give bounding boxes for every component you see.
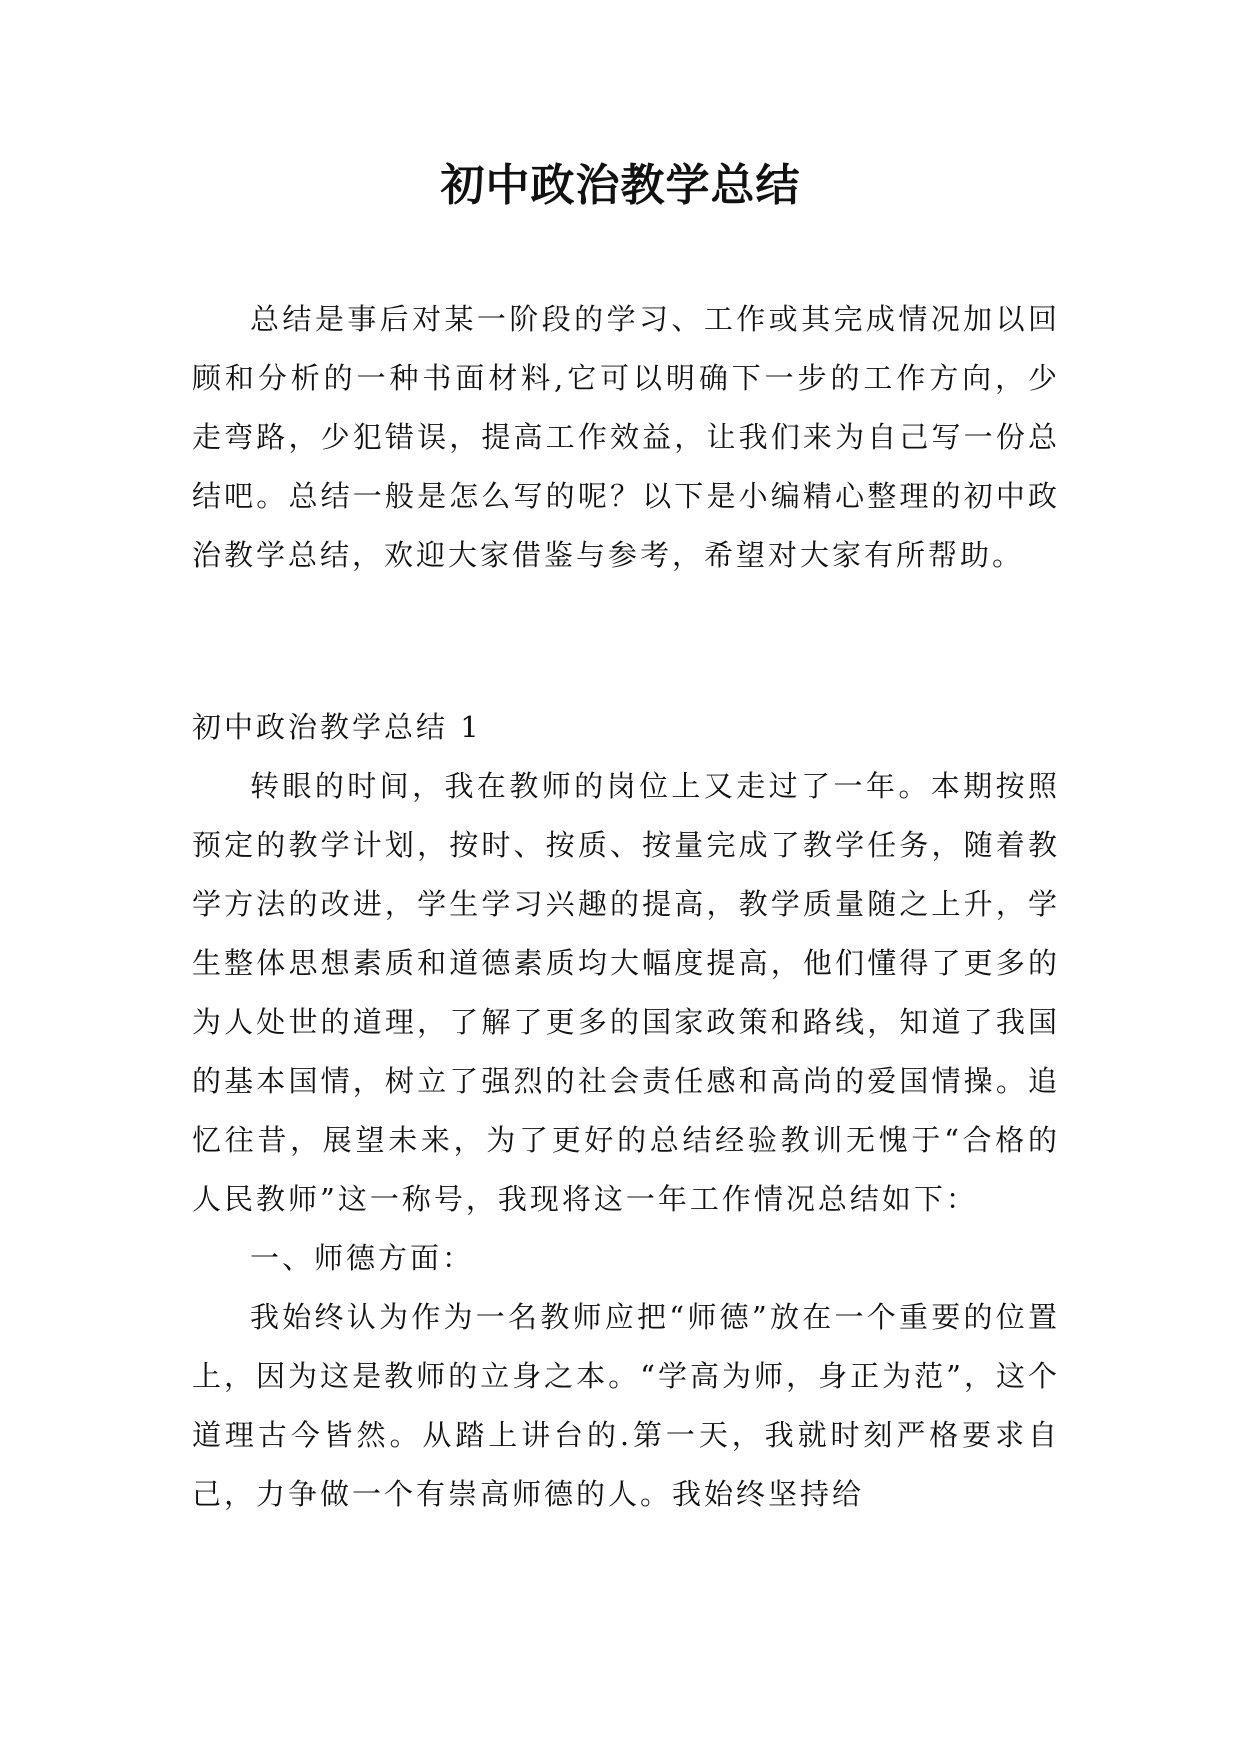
intro-block xyxy=(192,290,1060,585)
section-block xyxy=(192,698,1060,1524)
document-title: 初中政治教学总结 xyxy=(440,160,801,211)
subheading-paragraph: 一、师德方面： xyxy=(250,1241,475,1275)
body-paragraph: 转眼的时间，我在教师的岗位上又走过了一年。本期按照预定的教学计划，按时、按质、按量完成了教学任务，随着教学方法的改进，学生学习兴趣的提高，教学质量随之上升，学生整体思想素质和道德素质均大幅度提高，他们懂得了更多的为人处世的道理，了解了更多的国家政策和路线，知道了我国的基本国情，树立了强烈的社会责任感和高尚的爱国情操。追忆往昔，展望未来，为了更好的总结经验教训无愧于“合格的人民教师”这一称号，我现将这一年工作情况总结如下： xyxy=(192,769,1060,1216)
section-heading: 初中政治教学总结 1 xyxy=(192,710,482,744)
intro-paragraph: 总结是事后对某一阶段的学习、工作或其完成情况加以回顾和分析的一种书面材料,它可以明确下一步的工作方向，少走弯路，少犯错误，提高工作效益，让我们来为自己写一份总结吧。总结一般是怎么写的呢？以下是小编精心整理的初中政治教学总结，欢迎大家借鉴与参考，希望对大家有所帮助。 xyxy=(192,302,1060,572)
body-paragraph: 我始终认为作为一名教师应把“师德”放在一个重要的位置上，因为这是教师的立身之本。“学高为师，身正为范”，这个道理古今皆然。从踏上讲台的.第一天，我就时刻严格要求自己，力争做一个有崇高师德的人。我始终坚持给 xyxy=(192,1300,1060,1511)
